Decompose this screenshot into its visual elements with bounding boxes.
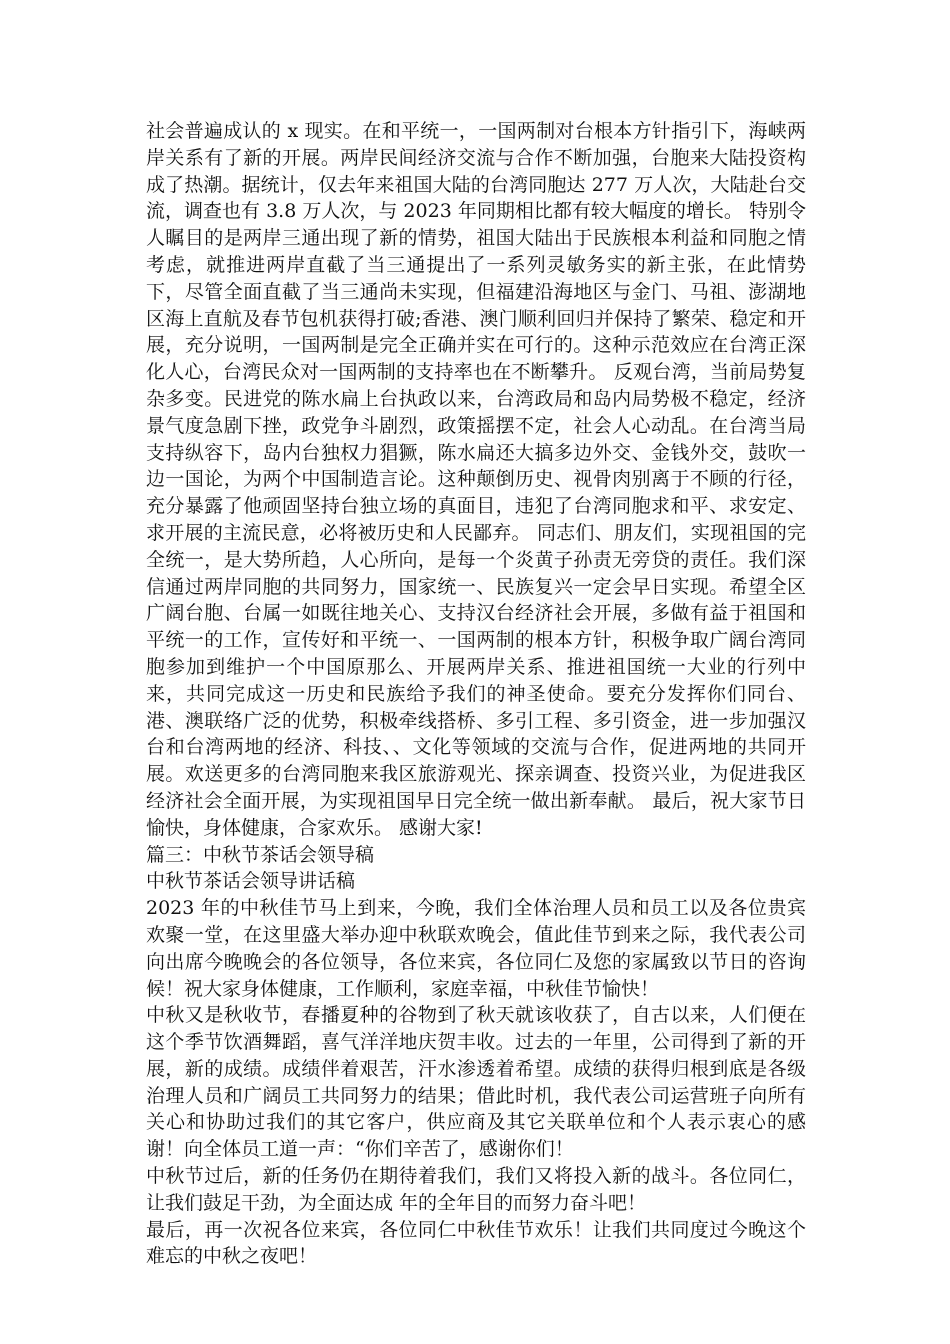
body-paragraph: 社会普遍成认的 x 现实。在和平统一，一国两制对台根本方针指引下，海峡两岸关系有了新的开展。两岸民间经济交流与合作不断加强，台胞来大陆投资构成了热潮。据统计，仅去年来祖国大陆的台湾同胞达 277 万人次，大陆赴台交流，调查也有 3.8 万人次，与 2023 年同期相比都有较大幅度的增长。 特别令人瞩目的是两岸三通出现了新的情势，祖国大陆出于民族根本利益和同胞之情考虑，就推进两岸直截了当三通提出了一系列灵敏务实的新主张，在此情势下，尽管全面直截了当三通尚未实现，但福建沿海地区与金门、马祖、澎湖地区海上直航及春节包机获得打破;香港、澳门顺利回归并保持了繁荣、稳定和开展，充分说明，一国两制是完全正确并实在可行的。这种示范效应在台湾正深化人心，台湾民众对一国两制的支持率也在不断攀升。 反观台湾，当前局势复杂多变。民进党的陈水扁上台执政以来，台湾政局和岛内局势极不稳定，经济景气度急剧下挫，政党争斗剧烈，政策摇摆不定，社会人心动乱。在台湾当局支持纵容下，岛内台独权力猖獗，陈水扁还大搞多边外交、金钱外交，鼓吹一边一国论，为两个中国制造言论。这种颠倒历史、视骨肉别离于不顾的行径，充分暴露了他顽固坚持台独立场的真面目，违犯了台湾同胞求和平、求安定、求开展的主流民意，必将被历史和人民鄙弃。 同志们、朋友们，实现祖国的完全统一，是大势所趋，人心所向，是每一个炎黄子孙责无旁贷的责任。我们深信通过两岸同胞的共同努力，国家统一、民族复兴一定会早日实现。希望全区广阔台胞、台属一如既往地关心、支持汉台经济社会开展，多做有益于祖国和平统一的工作，宣传好和平统一、一国两制的根本方针，积极争取广阔台湾同胞参加到维护一个中国原那么、开展两岸关系、推进祖国统一大业的行列中来，共同完成这一历史和民族给予我们的神圣使命。要充分发挥你们同台、港、澳联络广泛的优势，积极牵线搭桥、多引工程、多引资金，进一步加强汉台和台湾两地的经济、科技、、文化等领域的交流与合作，促进两地的共同开展。欢送更多的台湾同胞来我区旅游观光、探亲调查、投资兴业，为促进我区经济社会全面开展，为实现祖国早日完全统一做出新奉献。 最后，祝大家节日愉快，身体健康，合家欢乐。 感谢大家! — [146, 120, 806, 839]
body-paragraph: 2023 年的中秋佳节马上到来，今晚，我们全体治理人员和员工以及各位贵宾欢聚一堂，在这里盛大举办迎中秋联欢晚会，值此佳节到来之际，我代表公司向出席今晚晚会的各位领导，各位来宾，各位同仁及您的家属致以节日的咨询候！祝大家身体健康，工作顺利，家庭幸福，中秋佳节愉快！ — [146, 897, 806, 1000]
document-body — [146, 118, 806, 1270]
speech-title: 中秋节茶话会领导讲话稿 — [146, 870, 356, 893]
body-paragraph: 中秋节过后，新的任务仍在期待着我们，我们又将投入新的战斗。各位同仁，让我们鼓足干劲，为全面达成 年的全年目的而努力奋斗吧！ — [146, 1165, 806, 1214]
body-paragraph: 最后，再一次祝各位来宾，各位同仁中秋佳节欢乐！让我们共同度过今晚这个难忘的中秋之夜吧！ — [146, 1218, 806, 1268]
section-title: 篇三：中秋节茶话会领导稿 — [146, 843, 375, 866]
body-paragraph: 中秋又是秋收节，春播夏种的谷物到了秋天就该收获了，自古以来，人们便在这个季节饮酒舞蹈，喜气洋洋地庆贺丰收。过去的一年里，公司得到了新的开展，新的成绩。成绩伴着艰苦，汗水渗透着希望。成绩的获得归根到底是各级治理人员和广阔员工共同努力的结果；借此时机，我代表公司运营班子向所有关心和协助过我们的其它客户，供应商及其它关联单位和个人表示衷心的感谢！向全体员工道一声：“你们辛苦了，感谢你们！ — [146, 1004, 806, 1161]
